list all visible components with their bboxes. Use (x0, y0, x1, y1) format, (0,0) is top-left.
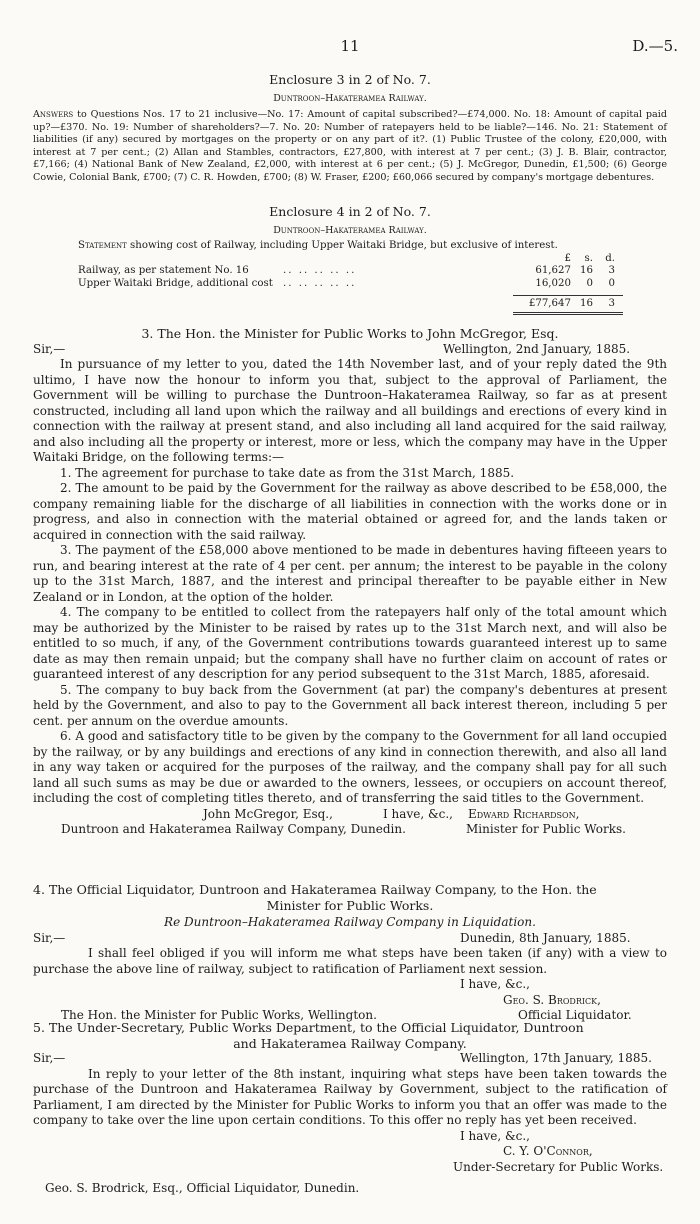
cost-total-row (33, 295, 667, 309)
enclosure-3-title: Enclosure 3 in 2 of No. 7. (269, 72, 431, 87)
term-item: 3. The payment of the £58,000 above mentioned to be made in debentures having fifteeen years to run, and bearing interest at the rate of 4 per cent. per annum; the interest to be payable in the colony up to the 31st March, 1887, and the interest and principal thereafter to be payable either in New Zealand or in London, at the option of the holder. (33, 543, 667, 604)
closing: I have, &c., (460, 977, 530, 991)
letter-5-heading-cont: and Hakateramea Railway Company. (233, 1035, 467, 1051)
letter-4-heading: 4. The Official Liquidator, Duntroon and Hakateramea Railway Company, to the Hon. the (33, 882, 597, 897)
cost-statement-heading (33, 240, 667, 253)
signature-line (33, 977, 667, 993)
letter-5-salutation-line (33, 1051, 667, 1067)
closing: I have, &c., (383, 806, 453, 821)
salutation: Sir,— (33, 341, 66, 356)
letter-3-heading: 3. The Hon. the Minister for Public Works to John McGregor, Esq. (141, 326, 559, 341)
cost-table-header (33, 253, 667, 266)
letter-4-salutation-line (33, 931, 667, 947)
pence-header: d. (605, 252, 615, 264)
term-item: 1. The agreement for purchase to take date as from the 31st March, 1885. (60, 465, 515, 480)
term-item: 4. The company to be entitled to collect from the ratepayers half only of the total amount which may be authorized by the Minister to be raised by rates up to the 31st March next, and will also be entitled to so much, if any, of the Government contributions towards guaranteed interest up to same date as may then remain unpaid; but the company shall have no further claim on account of rates or guaranteed interest of any description for any period subsequent to the 31st March, 1885, aforesaid. (33, 605, 667, 681)
cost-row-pounds: 16,020 (535, 277, 571, 289)
signer-title: Minister for Public Works. (466, 822, 626, 836)
signer-name: Edward Richardson, (468, 806, 580, 821)
re-line: Re Duntroon–Hakateramea Railway Company in Liquidation. (164, 915, 536, 929)
shillings-header: s. (584, 252, 593, 264)
enclosure-4-subtitle: Duntroon–Hakateramea Railway. (273, 224, 427, 236)
enclosure-3-answers (33, 109, 667, 184)
letter-5-body: In reply to your letter of the 8th instant, inquiring what steps have been taken towards the purchase of the Duntroon and Hakateramea Railway by Government, subject to the ratification of Parliament, I am directed by the Minister for Public Works to inform you that an offer was made to the company to take over the line upon certain conditions. To this offer no reply has yet been received. (33, 1066, 667, 1127)
addressee: The Hon. the Minister for Public Works, Wellington. (61, 1008, 377, 1022)
signature-line (33, 1160, 667, 1176)
cost-row-shillings: 16 (580, 265, 593, 276)
cost-row-shillings: 0 (586, 277, 593, 289)
signer-name: C. Y. O'Connor, (503, 1144, 593, 1158)
letter-4 (33, 882, 667, 1024)
place-date: Wellington, 2nd January, 1885. (443, 341, 631, 356)
signer-name: Geo. S. Brodrick, (503, 992, 601, 1007)
answers-text: to Questions Nos. 17 to 21 inclusive—No. 17: Amount of capital subscribed?—£74,000. No. 18: Amount of capital paid up?—£370. No. 19: Number of shareholders?—7. No. 20: Number of ratepayers held to be liable?—146. No. 21: Statement of liabilities (if any) secured by mortgages on the property or on any part of it?. (1) Public Trustee of the colony, £20,000, with interest at 7 per cent.; (2) Allan and Stambles, contractors, £27,800, with interest at 7 per cent.; (3) J. B. Blair, contractor, £7,166; (4) National Bank of New Zealand, £2,000, with interest at 6 per cent.; (5) J. McGregor, Dunedin, £1,500; (6) George Cowie, Colonial Bank, £700; (7) C. R. Howden, £700; (8) W. Fraser, £200; £60,066 secured by company's mortgage debentures. (33, 109, 667, 183)
total-shillings: 16 (580, 298, 593, 309)
total-pounds: £77,647 (528, 298, 571, 309)
letter-3 (33, 326, 667, 838)
enclosure-3 (33, 72, 667, 184)
salutation: Sir,— (33, 930, 66, 945)
cost-row-pence: 3 (608, 265, 615, 276)
place-date: Dunedin, 8th January, 1885. (460, 930, 631, 945)
pounds-header: £ (564, 252, 571, 264)
term-item: 5. The company to buy back from the Government (at par) the company's debentures at present held by the Government, and also to pay to the Government all back interest thereon, including 5 per cent. per annum on the overdue amounts. (33, 682, 667, 728)
leader-dots: .. .. .. .. .. (283, 277, 357, 289)
addressee-company: Duntroon and Hakateramea Railway Company, Dunedin. (61, 822, 406, 836)
leader-dots: .. .. .. .. .. (283, 265, 357, 276)
cost-row-pounds: 61,627 (535, 265, 571, 276)
statement-lead: Statement (78, 240, 127, 251)
document-code: D.—5. (632, 37, 678, 55)
closing: I have, &c., (460, 1128, 530, 1143)
signer-title: Under-Secretary for Public Works. (453, 1159, 664, 1174)
letter-5-heading: 5. The Under-Secretary, Public Works Department, to the Official Liquidator, Duntroon (33, 1020, 584, 1035)
signature-line (33, 822, 667, 838)
enclosure-4-title: Enclosure 4 in 2 of No. 7. (269, 204, 431, 219)
letter-3-intro: In pursuance of my letter to you, dated the 14th November last, and of your reply dated the 9th ultimo, I have now the honour to inform you that, subject to the approval of Parliament, the Government will be willing to purchase the Duntroon–Hakateramea Railway, so far as at present constructed, including all land upon which the railway and all buildings and erections of every kind in connection with the railway at present stand, and also including all land acquired for the said railway, and also including all the property or interest, more or less, which the company may have in the Upper Waitaki Bridge, on the following terms:— (33, 357, 667, 464)
enclosure-3-subtitle: Duntroon–Hakateramea Railway. (273, 92, 427, 104)
signature-line (33, 993, 667, 1009)
signature-line (33, 807, 667, 823)
signature-line (33, 1144, 667, 1160)
cost-row (33, 278, 667, 291)
cost-row (33, 265, 667, 278)
term-item: 2. The amount to be paid by the Government for the railway as above described to be £58,000, the company remaining liable for the discharge of all liabilities in connection with the works done or in progress, and also in connection with the material obtained or agreed for, and the lands taken or acquired in connection with the said railway. (33, 481, 667, 542)
cost-row-label: Upper Waitaki Bridge, additional cost (78, 277, 273, 289)
addressee: Geo. S. Brodrick, Esq., Official Liquidator, Dunedin. (45, 1181, 360, 1195)
signer-title: Official Liquidator. (518, 1008, 632, 1022)
letter-4-heading-cont: Minister for Public Works. (266, 897, 434, 913)
cost-row-label: Railway, as per statement No. 16 (78, 265, 249, 276)
cost-row-pence: 0 (608, 277, 615, 289)
letter-4-body: I shall feel obliged if you will inform me what steps have been taken (if any) with a view to purchase the above line of railway, subject to ratification of Parliament next session. (33, 946, 667, 976)
statement-text: showing cost of Railway, including Upper Waitaki Bridge, but exclusive of interest. (130, 240, 558, 251)
answers-lead: Answers (33, 109, 74, 120)
letter-3-salutation-line (33, 342, 667, 358)
signature-line (33, 1181, 667, 1197)
enclosure-4 (33, 204, 667, 309)
letter-5 (33, 1020, 667, 1197)
page-number: 11 (340, 37, 360, 55)
total-pence: 3 (608, 298, 615, 309)
salutation: Sir,— (33, 1051, 66, 1065)
cost-table (33, 253, 667, 310)
term-item: 6. A good and satisfactory title to be given by the company to the Government for all land occupied by the railway, or by any buildings and erections of any kind in connection therewith, and also all land in any way taken or acquired for the purposes of the railway, and the company shall pay for all such land all such sums as may be due or awarded to the owners, lessees, or occupiers on account thereof, including the cost of completing titles thereto, and of transferring the said titles to the Government. (33, 729, 667, 805)
signature-line (33, 1129, 667, 1145)
addressee-name: John McGregor, Esq., (203, 806, 333, 821)
place-date: Wellington, 17th January, 1885. (460, 1051, 652, 1065)
